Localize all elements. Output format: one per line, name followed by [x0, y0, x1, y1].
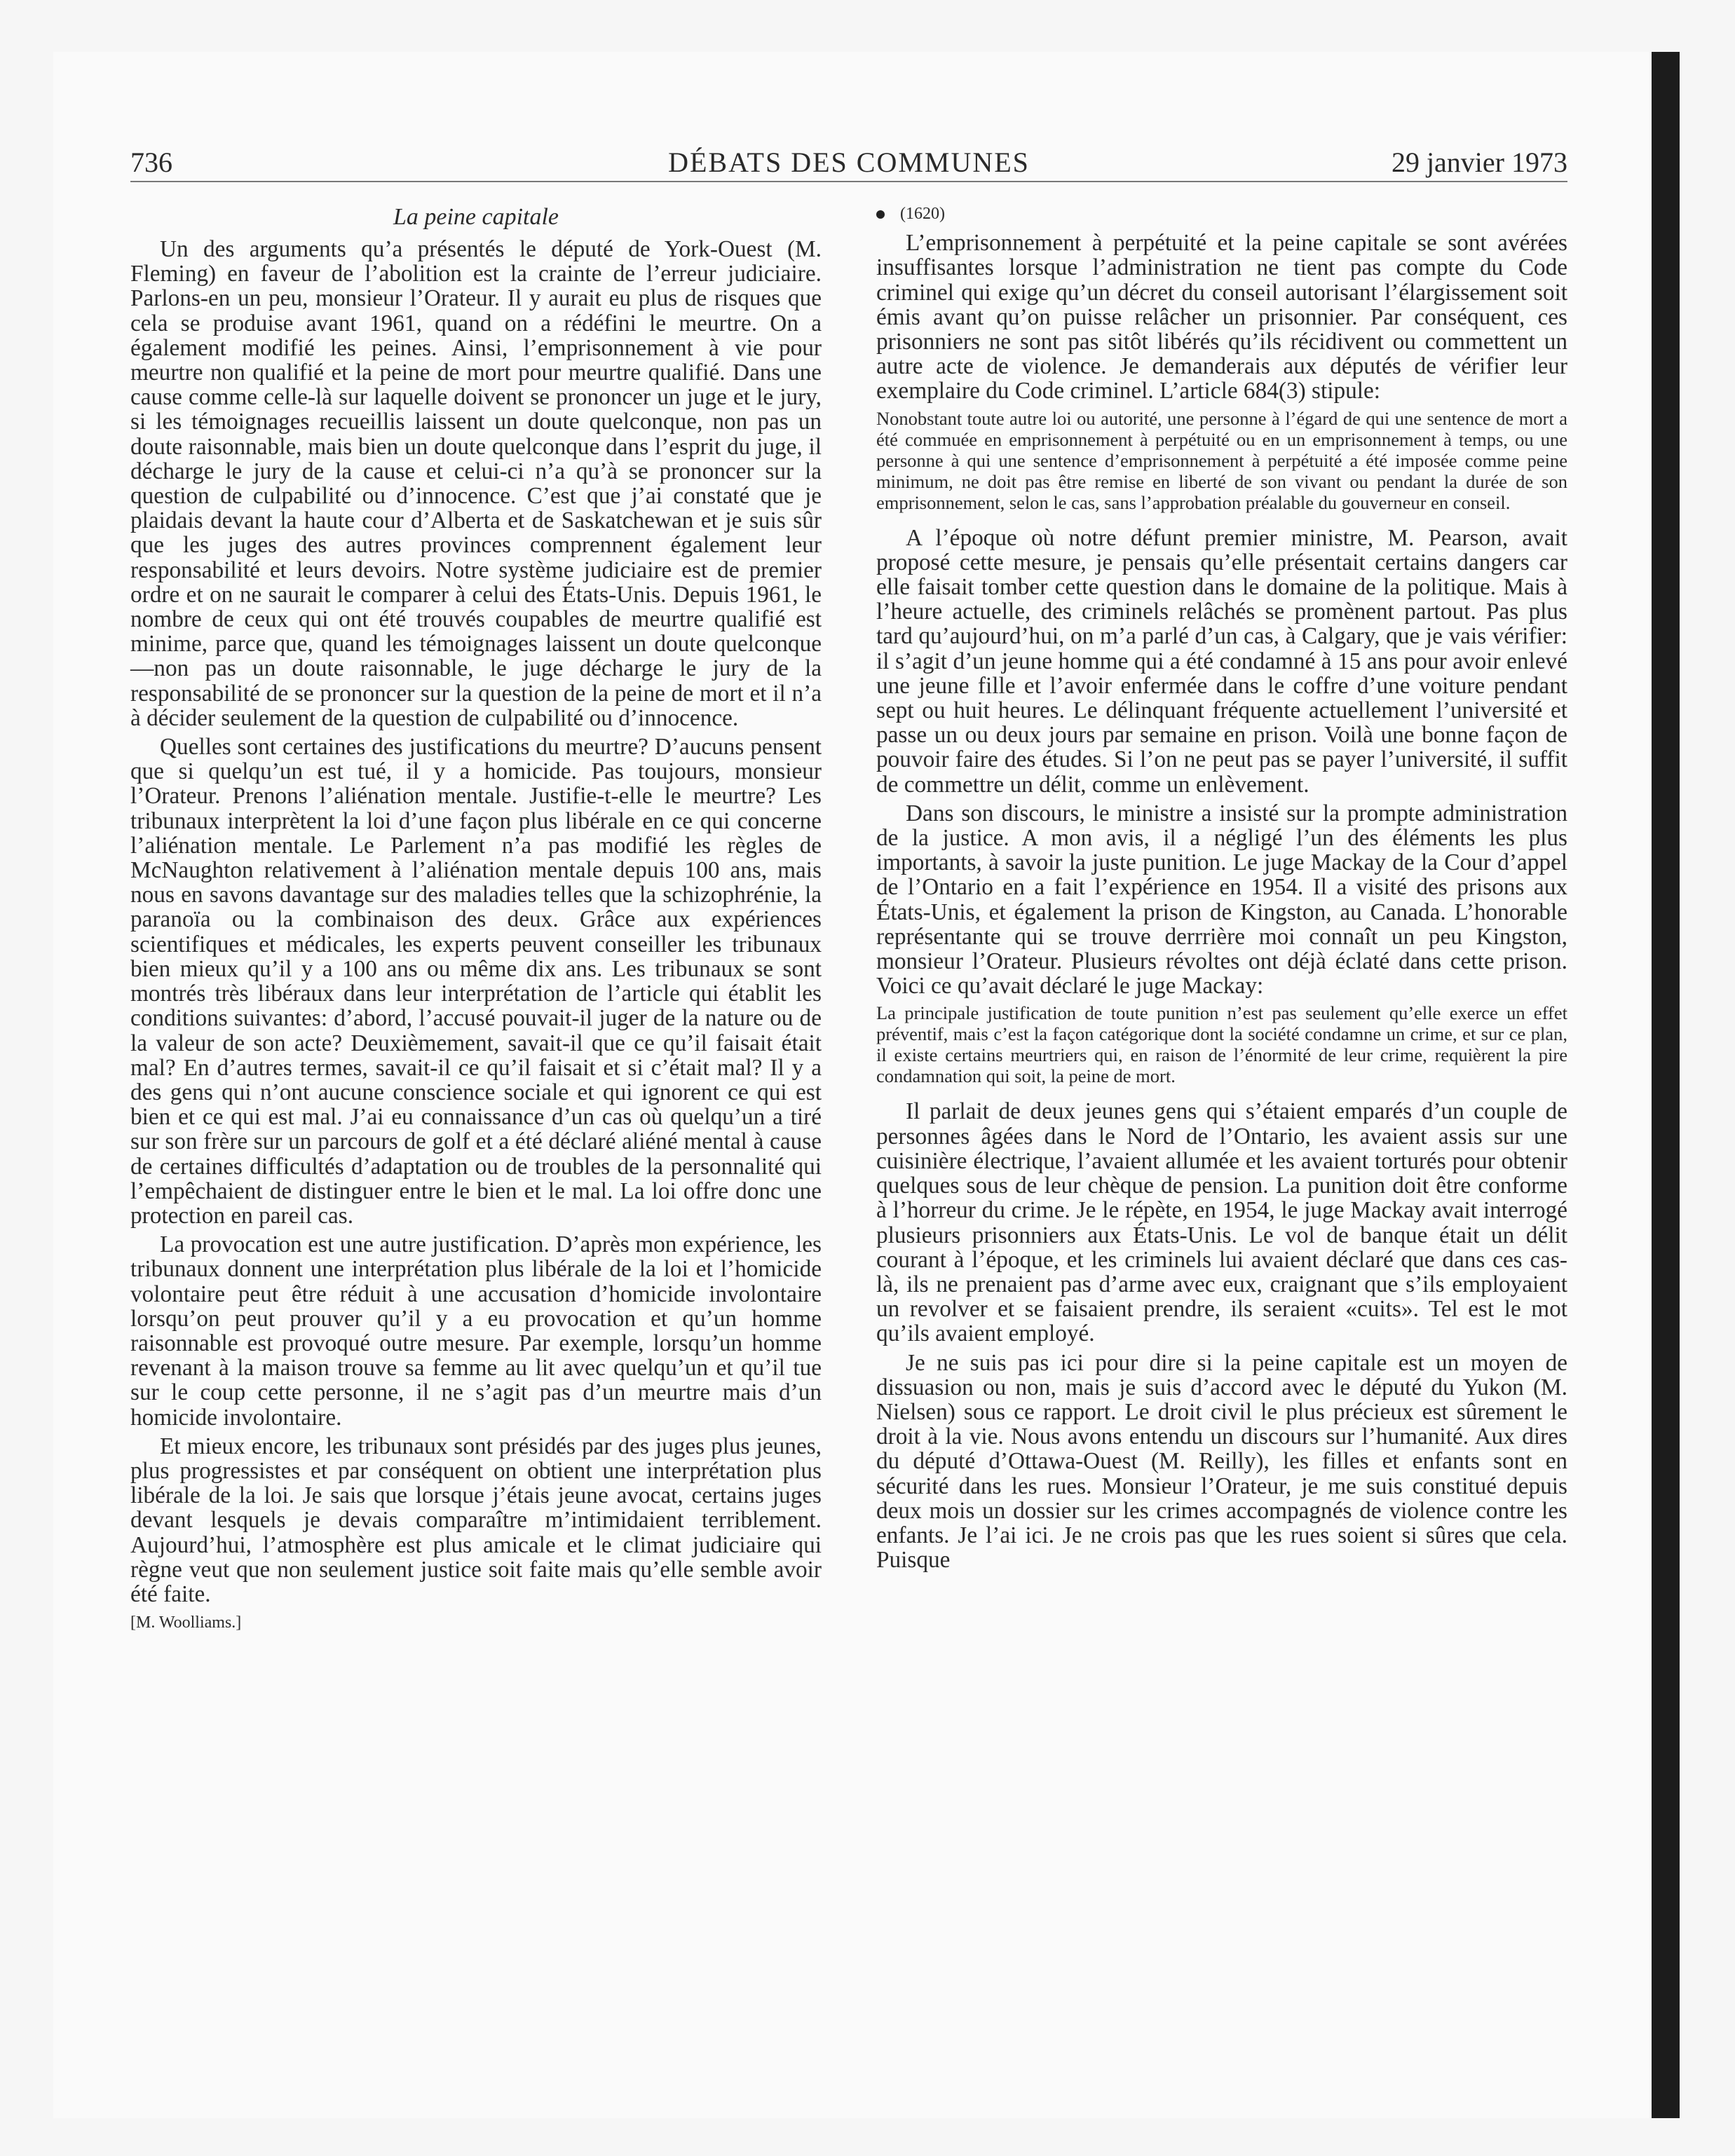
paragraph: Il parlait de deux jeunes gens qui s’étaient emparés d’un couple de personnes âgées dans le Nord de l’Ontario, les avaient assis sur une cuisinière électrique, l’avaient allumée et les avaient torturés pour obtenir quelques sous de leur chèque de pension. La punition doit être conforme à l’horreur du crime. Je le répète, en 1954, le juge Mackay avait interrogé plusieurs prisonniers aux États-Unis. Le vol de banque était un délit courant à l’époque, et les criminels lui avaient déclaré que dans ces cas-là, ils ne prenaient pas d’arme avec eux, craignant que s’ils employaient un revolver et se faisaient prendre, ils seraient «cuits». Tel est le mot qu’ils avaient employé.	[876, 1098, 1567, 1347]
block-quote: La principale justification de toute punition n’est pas seulement qu’elle exerce un effet préventif, mais c’est la façon catégorique dont la société condamne un crime, et sur ce plan, il existe certains meurtriers qui, en raison de l’énormité de leur crime, requièrent la pire condamnation qui soit, la peine de mort.	[876, 1002, 1567, 1087]
speaker-attribution: [M. Woolliams.]	[130, 1613, 242, 1632]
page-number: 736	[130, 146, 172, 178]
paragraph: La provocation est une autre justification. D’après mon expérience, les tribunaux donnent une interprétation plus libérale de la loi et l’homicide volontaire peut être réduit à une accusation d’homicide involontaire lorsqu’on peut prouver qu’il y a eu provocation et qu’un homme raisonnable est provoqué outre mesure. Par exemple, lorsqu’un homme revenant à la maison trouve sa femme au lit avec quelqu’un et qu’il tue sur le coup cette personne, il ne s’agit pas d’un meurtre mais d’un homicide involontaire.	[130, 1231, 822, 1431]
paragraph: Dans son discours, le ministre a insisté sur la prompte administration de la justice. A mon avis, il a négligé l’un des éléments les plus importants, à savoir la juste punition. Le juge Mackay de la Cour d’appel de l’Ontario en a fait l’expérience en 1954. Il a visité des prisons aux États-Unis, et également la prison de Kingston, au Canada. L’honorable représentante qui se trouve derrrière moi connaît un peu Kingston, monsieur l’Orateur. Plusieurs révoltes ont déjà éclaté dans cette prison. Voici ce qu’avait déclaré le juge Mackay:	[876, 800, 1567, 999]
paragraph: L’emprisonnement à perpétuité et la peine capitale se sont avérées insuffisantes lorsque l’administration ne tient pas compte du Code criminel qui exige qu’un décret du conseil autorisant l’élargissement soit émis avant qu’on puisse relâcher un prisonnier. Par conséquent, ces prisonniers ne sont pas sitôt libérés qu’ils récidivent ou commettent un autre acte de violence. Je demanderais aux députés de vérifier leur exemplaire du Code criminel. L’article 684(3) stipule:	[876, 230, 1567, 404]
paragraph: Un des arguments qu’a présentés le député de York-Ouest (M. Fleming) en faveur de l’abolition est la crainte de l’erreur judiciaire. Parlons-en un peu, monsieur l’Orateur. Il y aurait eu plus de risques que cela se produise avant 1961, quand on a rédéfini le meurtre. On a également modifié les peines. Ainsi, l’emprisonnement à vie pour meurtre non qualifié et la peine de mort pour meurtre qualifié. Dans une cause comme celle-là sur laquelle doivent se prononcer un juge et le jury, si les témoignages recueillis laissent un doute quelconque, non pas un doute raisonnable, mais bien un doute quelconque dans l’esprit du juge, il décharge le jury de la cause et celui-ci n’a qu’à se prononcer sur la question de culpabilité ou d’innocence. C’est que j’ai constaté que je plaidais devant la haute cour d’Alberta et de Saskatchewan et je suis sûr que les juges des autres provinces comprennent également leur responsabilité et leurs devoirs. Notre système judiciaire est de premier ordre et on ne saurait le comparer à celui des États-Unis. Depuis 1961, le nombre de ceux qui ont été trouvés coupables de meurtre qualifié est minime, parce que, quand les témoignages laissent un doute quelconque—non pas un doute raisonnable, le juge décharge le jury de la responsabilité de se prononcer sur la question de la peine de mort et il n’a à décider seulement de la question de culpabilité ou d’innocence.	[130, 236, 822, 731]
page-header	[130, 144, 1567, 182]
left-column	[130, 202, 822, 1639]
timestamp: (1620)	[900, 205, 945, 223]
paragraph: Quelles sont certaines des justifications du meurtre? D’aucuns pensent que si quelqu’un est tué, il y a homicide. Pas toujours, monsieur l’Orateur. Prenons l’aliénation mentale. Justifie-t-elle le meurtre? Les tribunaux interprètent la loi d’une façon plus libérale en ce qui concerne l’aliénation mentale. Le Parlement n’a pas modifié les règles de McNaughton relativement à l’aliénation mentale depuis 100 ans, mais nous en savons davantage sur des maladies telles que la schizophrénie, la paranoïa ou la combinaison des deux. Grâce aux expériences scientifiques et médicales, les experts peuvent conseiller les tribunaux bien mieux qu’il y a 100 ans ou même dix ans. Les tribunaux se sont montrés très libéraux dans leur interprétation de l’article qui établit les conditions suivantes: d’abord, l’accusé pouvait-il juger de la nature ou de la valeur de son acte? Deuxièmement, savait-il que ce qu’il faisait était mal? En d’autres termes, savait-il ce qu’il faisait et si c’était mal? Il y a des gens qui n’ont aucune conscience sociale et qui ignorent ce qui est bien et ce qui est mal. J’ai eu connaissance d’un cas où quelqu’un a tiré sur son frère sur un parcours de golf et a été déclaré aliéné mental à cause de certaines difficultés d’adaptation ou de troubles de la personnalité qui l’empêchaient de distinguer entre le bien et le mal. La loi offre donc une protection en pareil cas.	[130, 734, 822, 1229]
block-quote: Nonobstant toute autre loi ou autorité, une personne à l’égard de qui une sentence de mort a été commuée en emprisonnement à perpétuité ou en un emprisonnement à temps, ou une personne à qui une sentence d’emprisonnement à perpétuité a été imposée comme peine minimum, ne doit pas être remise en liberté de son vivant ou pendant la durée de son emprisonnement, selon le cas, sans l’approbation préalable du gouverneur en conseil.	[876, 407, 1567, 513]
paragraph: Je ne suis pas ici pour dire si la peine capitale est un moyen de dissuasion ou non, mais je suis d’accord avec le député du Yukon (M. Nielsen) sous ce rapport. Le droit civil le plus précieux est sûrement le droit à la vie. Nous avons entendu un discours sur l’humanité. Aux dires du député d’Ottawa-Ouest (M. Reilly), les filles et enfants sont en sécurité dans les rues. Monsieur l’Orateur, je me suis constitué depuis deux mois un dossier sur les crimes accompagnés de violence contre les enfants. Je l’ai ici. Je ne crois pas que les rues soient si sûres que cela. Puisque	[876, 1349, 1567, 1574]
right-column	[876, 202, 1567, 1576]
header-date: 29 janvier 1973	[1391, 146, 1567, 178]
timestamp-marker	[876, 202, 1567, 226]
paragraph: A l’époque où notre défunt premier ministre, M. Pearson, avait proposé cette mesure, je pensais qu’elle présentait certains dangers car elle faisait tomber cette question dans le domaine de la politique. Mais à l’heure actuelle, des criminels relâchés se promènent partout. Pas plus tard qu’aujourd’hui, on m’a parlé d’un cas, à Calgary, que je vais vérifier: il s’agit d’un jeune homme qui a été condamné à 15 ans pour avoir enlevé une jeune fille et l’avoir enfermée dans le coffre d’une voiture pendant sept ou huit heures. Le délinquant fréquente actuellement l’université et passe un ou deux jours par semaine en prison. Voilà une bonne façon de pouvoir faire des études. Si l’on ne peut pas se payer l’université, il suffit de commettre un délit, comme un enlèvement.	[876, 524, 1567, 798]
paragraph: Et mieux encore, les tribunaux sont présidés par des juges plus jeunes, plus progressistes et par conséquent on obtient une interprétation plus libérale de la loi. Je sais que lorsque j’étais jeune avocat, certains juges devant lesquels je devais comparaître m’intimidaient terriblement. Aujourd’hui, l’atmosphère est plus amicale et le climat judiciaire qui règne veut que non seulement justice soit faite mais qu’elle semble avoir été faite.	[130, 1433, 822, 1607]
scan-edge-bar	[1652, 52, 1680, 2118]
section-heading: La peine capitale	[393, 204, 559, 230]
journal-title: DÉBATS DES COMMUNES	[668, 146, 1030, 178]
bullet-icon	[876, 210, 885, 219]
